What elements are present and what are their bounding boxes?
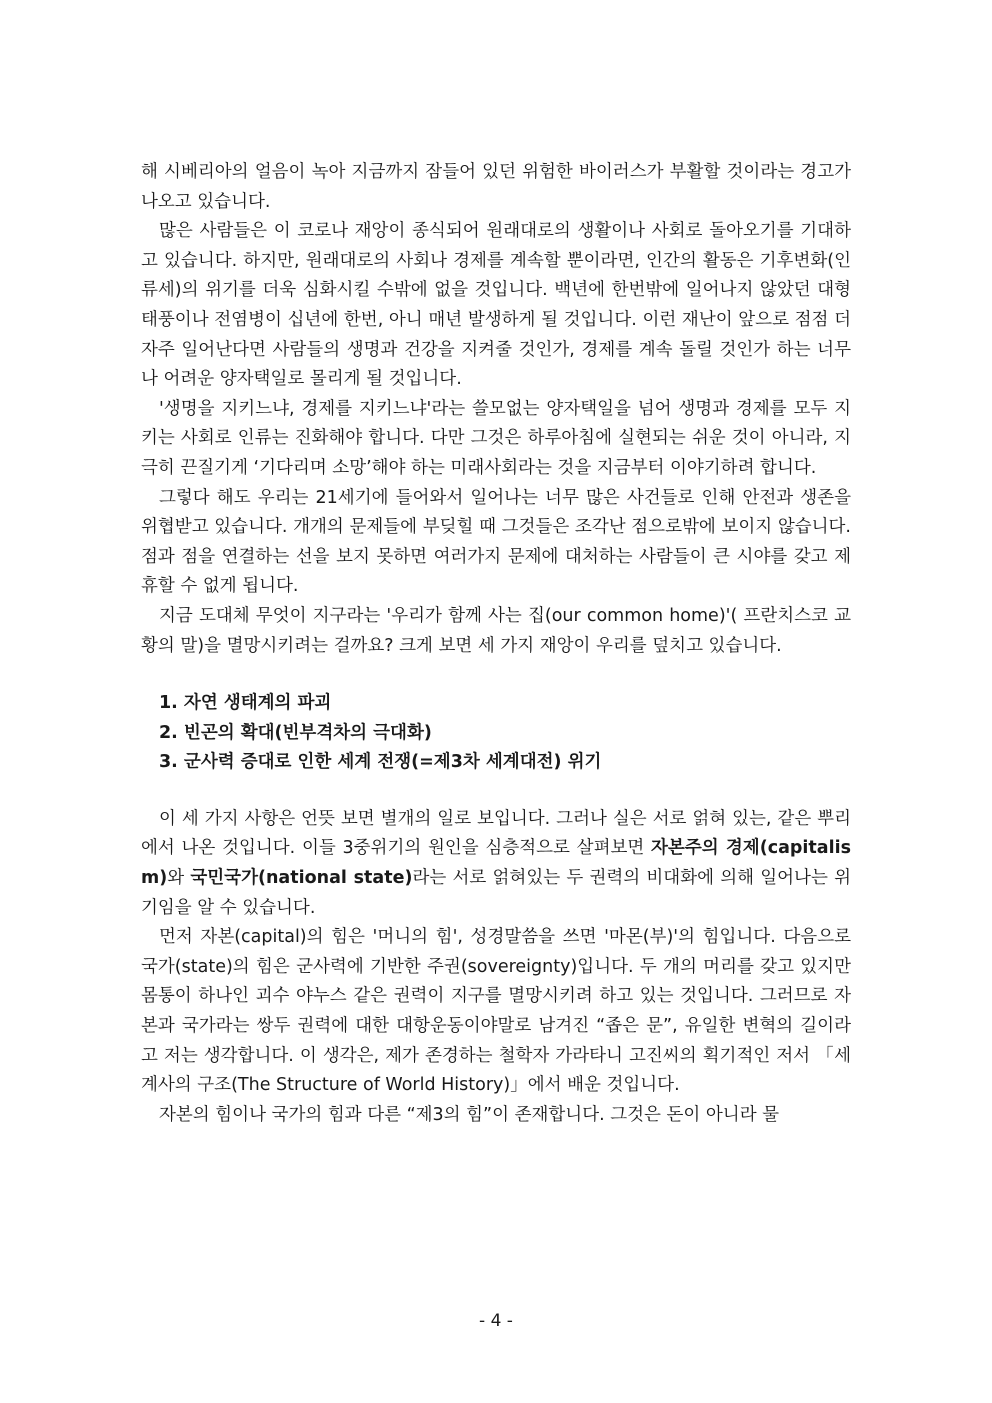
paragraph-p8	[141, 1101, 851, 1131]
bold-term: 자본주의 경제(capitalism)	[141, 838, 851, 889]
paragraph-p1	[141, 158, 851, 217]
paragraph-group	[141, 805, 851, 1131]
list-item: 1. 자연 생태계의 파괴	[159, 693, 332, 714]
paragraph-p4	[141, 484, 851, 602]
text-run: 그렇다 해도 우리는 21세기에 들어와서 일어나는 너무 많은 사건들로 인해 안전과 생존을 위협받고 있습니다. 개개의 문제들에 부딪힐 때 그것들은 조각난 점으로밖에 보이지 않습니다. 점과 점을 연결하는 선을 보지 못하면 여러가지 문제에 대처하는 사람들이 큰 시야를 갖고 제휴할 수 없게 됩니다.	[141, 487, 851, 597]
page-number: - 4 -	[479, 1311, 513, 1331]
bold-term: 국민국가(national state)	[190, 868, 413, 889]
list-item: 3. 군사력 증대로 인한 세계 전쟁(=제3차 세계대전) 위기	[159, 752, 602, 773]
text-run: 많은 사람들은 이 코로나 재앙이 종식되어 원래대로의 생활이나 사회로 돌아오기를 기대하고 있습니다. 하지만, 원래대로의 사회나 경제를 계속할 뿐이라면, 인간의 활동은 기후변화(인류세)의 위기를 더욱 심화시킬 수밖에 없을 것입니다. 백년에 한번밖에 일어나지 않았던 대형 태풍이나 전염병이 십년에 한번, 아니 매년 발생하게 될 것입니다. 이런 재난이 앞으로 점점 더 자주 일어난다면 사람들의 생명과 건강을 지켜줄 것인가, 경제를 계속 돌릴 것인가 하는 너무나 어려운 양자택일로 몰리게 될 것입니다.	[141, 221, 851, 390]
text-run: 라는 서로 얽혀있는 두 권력의 비대화에 의해 일어나는 위기임을 알 수 있습니다.	[141, 868, 851, 918]
paragraph-group	[141, 158, 851, 661]
text-run: 먼저 자본(capital)의 힘은 '머니의 힘', 성경말씀을 쓰면 '마몬(부)'의 힘입니다. 다음으로 국가(state)의 힘은 군사력에 기반한 주권(sovereignty)입니다. 두 개의 머리를 갖고 있지만 몸통이 하나인 괴수 야누스 같은 권력이 지구를 멸망시키려 하고 있는 것입니다. 그러므로 자본과 국가라는 쌍두 권력에 대한 대항운동이야말로 남겨진 “좁은 문”, 유일한 변혁의 길이라고 저는 생각합니다. 이 생각은, 제가 존경하는 철학자 가라타니 고진씨의 획기적인 저서 「세계사의 구조(The Structure of World History)」에서 배운 것입니다.	[141, 927, 851, 1096]
paragraph-p5	[141, 602, 851, 661]
text-run: 자본의 힘이나 국가의 힘과 다른 “제3의 힘”이 존재합니다. 그것은 돈이 아니라 물	[159, 1104, 780, 1125]
paragraph-p7	[141, 923, 851, 1101]
text-run: 와	[167, 868, 191, 889]
crisis-list	[141, 689, 851, 778]
text-run: 이 세 가지 사항은 언뜻 보면 별개의 일로 보입니다. 그러나 실은 서로 얽혀 있는, 같은 뿌리에서 나온 것입니다. 이들 3중위기의 원인을 심층적으로 살펴보면	[141, 808, 851, 859]
text-run: '생명을 지키느냐, 경제를 지키느냐'라는 쓸모없는 양자택일을 넘어 생명과 경제를 모두 지키는 사회로 인류는 진화해야 합니다. 다만 그것은 하루아침에 실현되는 쉬운 것이 아니라, 지극히 끈질기게 ‘기다리며 소망’해야 하는 미래사회라는 것을 지금부터 이야기하려 합니다.	[141, 398, 851, 478]
paragraph-p3	[141, 395, 851, 484]
list-item: 2. 빈곤의 확대(빈부격차의 극대화)	[159, 722, 432, 743]
paragraph-p2	[141, 217, 851, 395]
paragraph-p6	[141, 805, 851, 923]
text-run: 지금 도대체 무엇이 지구라는 '우리가 함께 사는 집(our common home)'( 프란치스코 교황의 말)을 멸망시키려는 걸까요? 크게 보면 세 가지 재앙이 우리를 덮치고 있습니다.	[141, 605, 851, 656]
text-run: 해 시베리아의 얼음이 녹아 지금까지 잠들어 있던 위험한 바이러스가 부활할 것이라는 경고가 나오고 있습니다.	[141, 162, 851, 212]
body-text	[141, 158, 851, 1130]
